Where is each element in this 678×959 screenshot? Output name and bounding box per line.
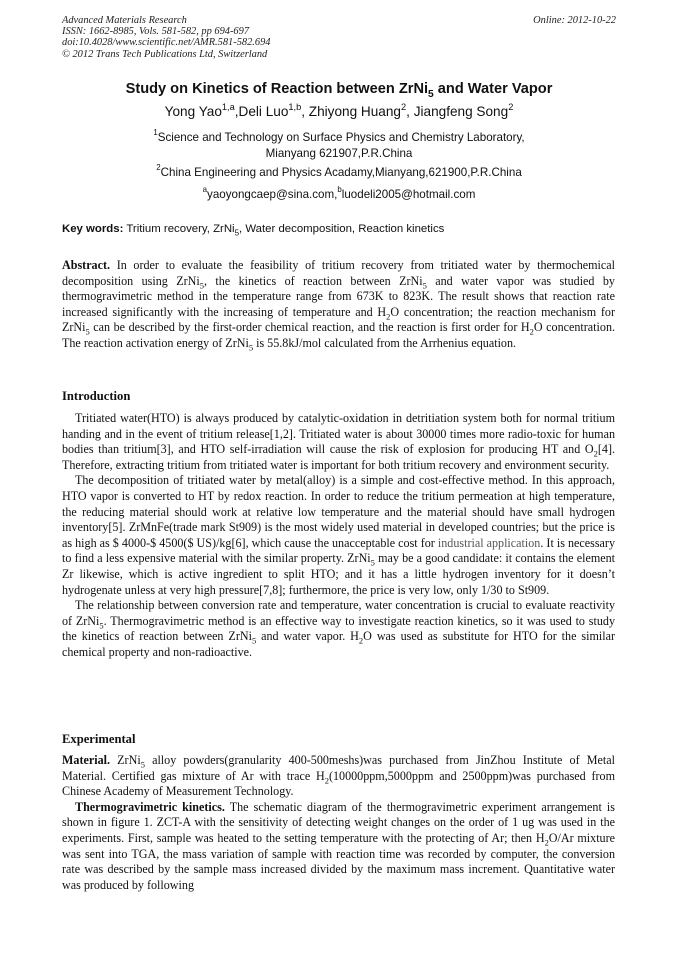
paper-title <box>62 81 616 100</box>
title-subscript: 5 <box>428 88 434 100</box>
journal-header <box>62 15 616 60</box>
material-label: Material. <box>62 753 111 767</box>
author-list <box>62 101 616 119</box>
title-text-end: and Water Vapor <box>433 81 553 97</box>
abstract-label: Abstract. <box>62 258 111 272</box>
online-date: Online: 2012-10-22 <box>533 15 616 26</box>
thermogravimetric-label: Thermogravimetric kinetics. <box>75 799 225 814</box>
introduction-heading: Introduction <box>62 389 131 403</box>
intro-paragraph-3: The relationship between conversion rate and temperature, water concentration is crucial to evaluate reactivity of ZrNi$_5$. Thermogravimetric method is an effective way to investigate reaction kinetics, so it was used to study the kinetics of reaction between ZrNi$_5$ and water vapor. $H_2O$ was used as substitute for HTO for the similar chemical property and non-radioactive. <box>62 598 616 659</box>
experimental-body <box>62 753 615 893</box>
issn-line: ISSN: 1662-8985, Vols. 581-582, pp 694-697 <box>62 26 250 38</box>
affiliation-1: $^1$Science and Technology on Surface Physics and Chemistry Laboratory, Mianyang 621907,P.R.China <box>153 128 525 160</box>
intro-paragraph-2: The decomposition of tritiated water by metal(alloy) is a simple and cost-effective method. In this approach, HTO vapor is converted to HT by redox reaction. In order to reduce the tritium permeation at high temperature, the reducing material should work at relative low temperature and the material should have small hydrogen inventory[5]. ZrMnFe(trade mark St909) is the most widely used material in developed countries; but the price is as high as $ 4000-$ 4500($ US)/kg[6], which cause the unacceptable cost for industrial application. It is necessary to find a less expensive material with the similar property. ZrNi$_5$ may be a good candidate: it contains the element Zr likewise, which is active ingredient to split HTO; and it has a little hydrogen inventory for it doesn’t hydrogenate unless at very high pressure[7,8]; furthermore, the price is very low, only 1/30 to St909. <box>62 473 615 597</box>
author-emails: $^a$yaoyongcaep@sina.com,$^b$luodeli2005@hotmail.com <box>202 185 476 201</box>
title-text: Study on Kinetics of Reaction between ZrNi <box>125 81 429 97</box>
keywords: Key words: Tritium recovery, ZrNi$_5$, Water decomposition, Reaction kinetics <box>62 223 445 238</box>
experimental-heading: Experimental <box>62 732 136 746</box>
email-a: yaoyongcaep@sina.com, <box>207 188 338 201</box>
material-paragraph: Material. ZrNi$_5$ alloy powders(granularity 400-500meshs)was purchased from JinZhou Institute of Metal Material. Certified gas mixture of Ar with trace $H_2(10000ppm,5000ppm$ and 2500ppm)was purchased from Chinese Academy of Measurement Technology. <box>62 753 615 799</box>
doi-line: doi:10.4028/www.scientific.net/AMR.581-582.694 <box>62 37 271 49</box>
copyright-line: © 2012 Trans Tech Publications Ltd, Switzerland <box>62 48 268 60</box>
author: Deli Luo$^{1,b}$, <box>238 101 309 119</box>
journal-name: Advanced Materials Research <box>62 15 187 26</box>
author: Yong Yao$^{1,a}$, <box>164 101 239 119</box>
introduction-body <box>62 411 615 661</box>
keywords-label: Key words: <box>62 223 124 235</box>
intro-paragraph-1: Tritiated water(HTO) is always produced by catalytic-oxidation in detritiation system both for normal tritium handing and in the event of tritium release[1,2]. Tritiated water is about 30000 times more radio-toxic for human bodies than tritium[3], and HTO self-irradiation will cause the risk of explosion for producing HT and $O_2[4]$. Therefore, extracting tritium from tritiated water is important for both tritium recovery and environment security. <box>62 411 615 472</box>
abstract: Abstract. In order to evaluate the feasibility of tritium recovery from tritiated water by thermochemical decomposition using ZrNi$_5$, the kinetics of reaction between ZrNi$_5$ and water vapor was studied by thermogravimetric method in the temperature range from 673K to 823K. The result shows that reaction rate increased significantly with the increasing of temperature and $H_2O$ concentration; the reaction mechanism for ZrNi$_5$ can be described by the first-order chemical reaction, and the reaction is first order for $H_2O$ concentration. The reaction activation energy of ZrNi$_5$ is 55.8kJ/mol calculated from the Arrhenius equation. <box>62 258 616 353</box>
author: Zhiyong Huang$^2$, <box>308 101 414 119</box>
industrial-application-link[interactable]: industrial application <box>437 535 541 550</box>
email-b: luodeli2005@hotmail.com <box>341 188 476 201</box>
affiliation-2: $^2$China Engineering and Physics Acadamy,Mianyang,621900,P.R.China <box>156 163 522 179</box>
author: Jiangfeng Song$^2$ <box>413 101 514 119</box>
thermogravimetric-paragraph: Thermogravimetric kinetics. The schematic diagram of the thermogravimetric experiment arrangement is shown in figure 1. ZCT-A with the sensitivity of detecting weight changes on the order of 1 ug was used in the experiments. First, sample was heated to the setting temperature with the protecting of Ar; then $H_2O/Ar$ mixture was sent into TGA, the mass variation of sample with reaction time was recorded by computer, the conversion rate was described by the sample mass increased divided by the maximum mass increment. Quantitative water was produced by following <box>62 799 616 892</box>
